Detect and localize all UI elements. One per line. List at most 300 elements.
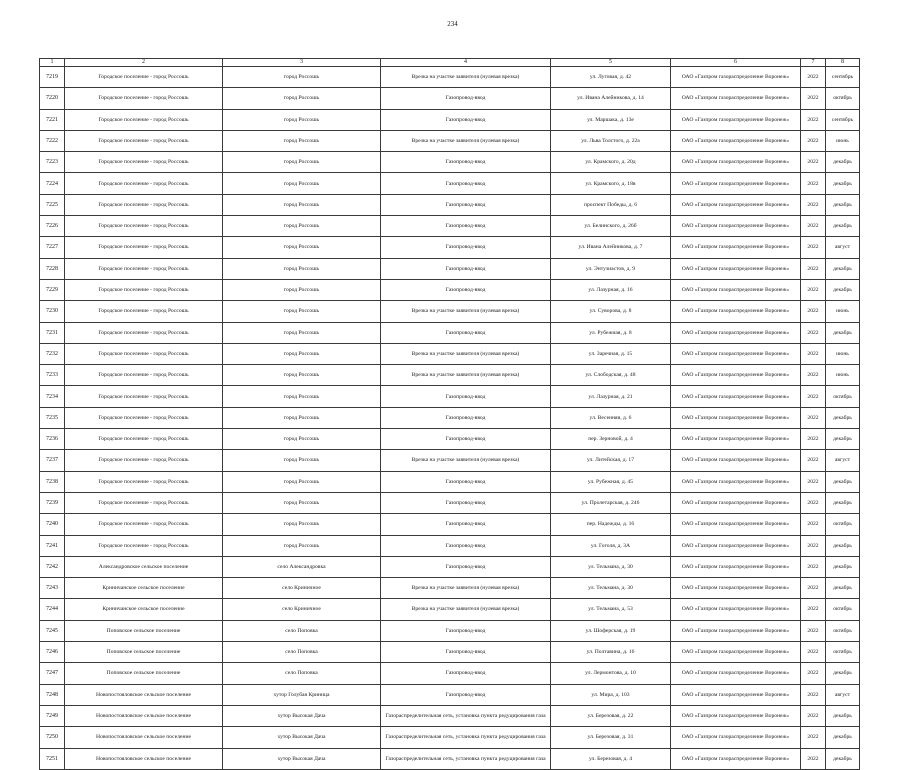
- cell-operator: ОАО «Газпром газораспределение Воронеж»: [671, 301, 801, 322]
- cell-month: декабрь: [826, 407, 860, 428]
- cell-month: октябрь: [826, 88, 860, 109]
- cell-year: 2022: [801, 279, 826, 300]
- cell-month: декабрь: [826, 556, 860, 577]
- cell-work-type: Газораспределительная сеть, установка пункта редуцирования газа: [381, 748, 551, 769]
- cell-row-number: 7251: [40, 748, 65, 769]
- column-number-settlement: 2: [65, 59, 223, 67]
- cell-locality: город Россошь: [223, 407, 381, 428]
- cell-row-number: 7248: [40, 684, 65, 705]
- cell-work-type: Газопровод-ввод: [381, 556, 551, 577]
- cell-row-number: 7250: [40, 727, 65, 748]
- cell-address: ул. Ивана Алейникова, д. 7: [551, 237, 671, 258]
- cell-locality: город Россошь: [223, 471, 381, 492]
- cell-month: декабрь: [826, 471, 860, 492]
- cell-operator: ОАО «Газпром газораспределение Воронеж»: [671, 450, 801, 471]
- table-row: [40, 748, 860, 769]
- cell-month: октябрь: [826, 642, 860, 663]
- cell-operator: ОАО «Газпром газораспределение Воронеж»: [671, 173, 801, 194]
- cell-year: 2022: [801, 556, 826, 577]
- cell-operator: ОАО «Газпром газораспределение Воронеж»: [671, 727, 801, 748]
- table-row: [40, 407, 860, 428]
- cell-locality: город Россошь: [223, 88, 381, 109]
- cell-year: 2022: [801, 514, 826, 535]
- cell-year: 2022: [801, 535, 826, 556]
- cell-operator: ОАО «Газпром газораспределение Воронеж»: [671, 407, 801, 428]
- table-row: [40, 343, 860, 364]
- cell-year: 2022: [801, 620, 826, 641]
- cell-work-type: Газораспределительная сеть, установка пункта редуцирования газа: [381, 705, 551, 726]
- cell-work-type: Газораспределительная сеть, установка пункта редуцирования газа: [381, 727, 551, 748]
- cell-work-type: Газопровод-ввод: [381, 88, 551, 109]
- column-number-operator: 6: [671, 59, 801, 67]
- column-number-year: 7: [801, 59, 826, 67]
- cell-settlement: Городское поселение - город Россошь: [65, 258, 223, 279]
- cell-work-type: Врезка на участке заявителя (нулевая врезка): [381, 599, 551, 620]
- column-number-row-number: 1: [40, 59, 65, 67]
- cell-row-number: 7244: [40, 599, 65, 620]
- cell-year: 2022: [801, 727, 826, 748]
- cell-month: август: [826, 684, 860, 705]
- cell-settlement: Новопостояловское сельское поселение: [65, 727, 223, 748]
- cell-address: ул. Литейская, д. 17: [551, 450, 671, 471]
- cell-year: 2022: [801, 130, 826, 151]
- cell-settlement: Поповское сельское поселение: [65, 663, 223, 684]
- cell-month: декабрь: [826, 194, 860, 215]
- cell-operator: ОАО «Газпром газораспределение Воронеж»: [671, 194, 801, 215]
- cell-year: 2022: [801, 407, 826, 428]
- cell-row-number: 7229: [40, 279, 65, 300]
- cell-work-type: Врезка на участке заявителя (нулевая врезка): [381, 301, 551, 322]
- cell-row-number: 7241: [40, 535, 65, 556]
- cell-address: ул. Крамского, д. 20д: [551, 152, 671, 173]
- cell-year: 2022: [801, 705, 826, 726]
- cell-locality: село Поповка: [223, 642, 381, 663]
- cell-locality: село Поповка: [223, 620, 381, 641]
- cell-operator: ОАО «Газпром газораспределение Воронеж»: [671, 705, 801, 726]
- table-row: [40, 450, 860, 471]
- cell-locality: хутор Высокая Дача: [223, 727, 381, 748]
- cell-work-type: Газопровод-ввод: [381, 152, 551, 173]
- cell-year: 2022: [801, 152, 826, 173]
- cell-year: 2022: [801, 258, 826, 279]
- cell-locality: город Россошь: [223, 535, 381, 556]
- table-row: [40, 642, 860, 663]
- table-row: [40, 130, 860, 151]
- cell-settlement: Криничанское сельское поселение: [65, 599, 223, 620]
- cell-locality: город Россошь: [223, 322, 381, 343]
- cell-locality: город Россошь: [223, 173, 381, 194]
- cell-address: ул. Лазурная, д. 21: [551, 386, 671, 407]
- cell-locality: хутор Голубая Криница: [223, 684, 381, 705]
- cell-row-number: 7239: [40, 492, 65, 513]
- cell-work-type: Газопровод-ввод: [381, 407, 551, 428]
- cell-month: декабрь: [826, 258, 860, 279]
- cell-year: 2022: [801, 322, 826, 343]
- cell-locality: город Россошь: [223, 450, 381, 471]
- cell-operator: ОАО «Газпром газораспределение Воронеж»: [671, 237, 801, 258]
- cell-work-type: Газопровод-ввод: [381, 279, 551, 300]
- table-row: [40, 365, 860, 386]
- cell-settlement: Городское поселение - город Россошь: [65, 343, 223, 364]
- cell-month: октябрь: [826, 386, 860, 407]
- cell-year: 2022: [801, 642, 826, 663]
- cell-row-number: 7219: [40, 67, 65, 88]
- cell-month: декабрь: [826, 535, 860, 556]
- cell-address: ул. Ивана Алейникова, д. 14: [551, 88, 671, 109]
- cell-settlement: Новопостояловское сельское поселение: [65, 705, 223, 726]
- table-row: [40, 194, 860, 215]
- cell-month: декабрь: [826, 152, 860, 173]
- cell-settlement: Городское поселение - город Россошь: [65, 301, 223, 322]
- cell-year: 2022: [801, 343, 826, 364]
- cell-settlement: Городское поселение - город Россошь: [65, 365, 223, 386]
- cell-address: ул. Энтузиастов, д. 9: [551, 258, 671, 279]
- cell-settlement: Городское поселение - город Россошь: [65, 450, 223, 471]
- cell-month: июнь: [826, 130, 860, 151]
- cell-address: пер. Зерновой, д. 4: [551, 429, 671, 450]
- cell-year: 2022: [801, 67, 826, 88]
- cell-operator: ОАО «Газпром газораспределение Воронеж»: [671, 599, 801, 620]
- cell-settlement: Городское поселение - город Россошь: [65, 322, 223, 343]
- table-row: [40, 258, 860, 279]
- cell-month: октябрь: [826, 599, 860, 620]
- cell-address: пер. Надежды, д. 16: [551, 514, 671, 535]
- cell-locality: город Россошь: [223, 365, 381, 386]
- cell-settlement: Городское поселение - город Россошь: [65, 109, 223, 130]
- cell-address: ул. Лазурная, д. 16: [551, 279, 671, 300]
- cell-operator: ОАО «Газпром газораспределение Воронеж»: [671, 471, 801, 492]
- cell-locality: город Россошь: [223, 429, 381, 450]
- cell-settlement: Новопостояловское сельское поселение: [65, 748, 223, 769]
- cell-row-number: 7246: [40, 642, 65, 663]
- cell-settlement: Городское поселение - город Россошь: [65, 429, 223, 450]
- cell-operator: ОАО «Газпром газораспределение Воронеж»: [671, 322, 801, 343]
- cell-work-type: Газопровод-ввод: [381, 237, 551, 258]
- cell-row-number: 7224: [40, 173, 65, 194]
- cell-settlement: Александровское сельское поселение: [65, 556, 223, 577]
- cell-settlement: Поповское сельское поселение: [65, 642, 223, 663]
- cell-work-type: Газопровод-ввод: [381, 535, 551, 556]
- cell-month: сентябрь: [826, 67, 860, 88]
- cell-year: 2022: [801, 88, 826, 109]
- cell-address: ул. Березовая, д. 22: [551, 705, 671, 726]
- cell-year: 2022: [801, 301, 826, 322]
- cell-address: ул. Тельмана, д. 53: [551, 599, 671, 620]
- cell-settlement: Новопостояловское сельское поселение: [65, 684, 223, 705]
- cell-row-number: 7247: [40, 663, 65, 684]
- table-row: [40, 556, 860, 577]
- page-number: 234: [447, 20, 458, 28]
- cell-address: ул. Пролетарская, д. 246: [551, 492, 671, 513]
- cell-year: 2022: [801, 429, 826, 450]
- cell-address: ул. Льва Толстого, д. 22а: [551, 130, 671, 151]
- cell-row-number: 7234: [40, 386, 65, 407]
- cell-row-number: 7237: [40, 450, 65, 471]
- cell-operator: ОАО «Газпром газораспределение Воронеж»: [671, 365, 801, 386]
- cell-row-number: 7243: [40, 578, 65, 599]
- table-row: [40, 173, 860, 194]
- cell-year: 2022: [801, 173, 826, 194]
- cell-settlement: Поповское сельское поселение: [65, 620, 223, 641]
- table-row: [40, 152, 860, 173]
- cell-locality: город Россошь: [223, 301, 381, 322]
- cell-row-number: 7225: [40, 194, 65, 215]
- cell-month: декабрь: [826, 173, 860, 194]
- table-row: [40, 88, 860, 109]
- cell-work-type: Газопровод-ввод: [381, 620, 551, 641]
- cell-month: декабрь: [826, 492, 860, 513]
- table-row: [40, 237, 860, 258]
- cell-locality: город Россошь: [223, 258, 381, 279]
- cell-row-number: 7222: [40, 130, 65, 151]
- cell-address: ул. Шоферская, д. 19: [551, 620, 671, 641]
- cell-settlement: Городское поселение - город Россошь: [65, 67, 223, 88]
- cell-work-type: Газопровод-ввод: [381, 684, 551, 705]
- cell-settlement: Городское поселение - город Россошь: [65, 173, 223, 194]
- cell-address: ул. Березовая, д. 31: [551, 727, 671, 748]
- cell-work-type: Газопровод-ввод: [381, 258, 551, 279]
- cell-address: ул. Полтавина, д. 16: [551, 642, 671, 663]
- cell-work-type: Газопровод-ввод: [381, 386, 551, 407]
- cell-settlement: Городское поселение - город Россошь: [65, 471, 223, 492]
- cell-locality: село Криничное: [223, 599, 381, 620]
- cell-month: декабрь: [826, 748, 860, 769]
- cell-operator: ОАО «Газпром газораспределение Воронеж»: [671, 258, 801, 279]
- cell-row-number: 7238: [40, 471, 65, 492]
- cell-row-number: 7235: [40, 407, 65, 428]
- cell-address: проспект Победы, д. 6: [551, 194, 671, 215]
- cell-locality: хутор Высокая Дача: [223, 748, 381, 769]
- cell-work-type: Газопровод-ввод: [381, 642, 551, 663]
- cell-operator: ОАО «Газпром газораспределение Воронеж»: [671, 663, 801, 684]
- table-row: [40, 727, 860, 748]
- cell-year: 2022: [801, 386, 826, 407]
- cell-operator: ОАО «Газпром газораспределение Воронеж»: [671, 88, 801, 109]
- cell-locality: город Россошь: [223, 237, 381, 258]
- cell-locality: город Россошь: [223, 492, 381, 513]
- cell-address: ул. Маршака, д. 13е: [551, 109, 671, 130]
- cell-work-type: Газопровод-ввод: [381, 492, 551, 513]
- cell-locality: село Александровка: [223, 556, 381, 577]
- cell-locality: город Россошь: [223, 279, 381, 300]
- cell-locality: город Россошь: [223, 152, 381, 173]
- cell-operator: ОАО «Газпром газораспределение Воронеж»: [671, 109, 801, 130]
- cell-address: ул. Заречная, д. 15: [551, 343, 671, 364]
- cell-settlement: Городское поселение - город Россошь: [65, 514, 223, 535]
- cell-operator: ОАО «Газпром газораспределение Воронеж»: [671, 279, 801, 300]
- cell-year: 2022: [801, 684, 826, 705]
- cell-settlement: Городское поселение - город Россошь: [65, 386, 223, 407]
- cell-year: 2022: [801, 450, 826, 471]
- cell-address: ул. Гоголя, д. 3А: [551, 535, 671, 556]
- table-row: [40, 429, 860, 450]
- cell-settlement: Городское поселение - город Россошь: [65, 152, 223, 173]
- column-number-month: 8: [826, 59, 860, 67]
- cell-settlement: Городское поселение - город Россошь: [65, 88, 223, 109]
- cell-year: 2022: [801, 237, 826, 258]
- cell-settlement: Городское поселение - город Россошь: [65, 407, 223, 428]
- cell-row-number: 7236: [40, 429, 65, 450]
- cell-month: декабрь: [826, 705, 860, 726]
- cell-year: 2022: [801, 471, 826, 492]
- cell-work-type: Врезка на участке заявителя (нулевая врезка): [381, 67, 551, 88]
- cell-month: декабрь: [826, 429, 860, 450]
- cell-year: 2022: [801, 109, 826, 130]
- cell-year: 2022: [801, 663, 826, 684]
- cell-month: июнь: [826, 343, 860, 364]
- cell-settlement: Городское поселение - город Россошь: [65, 492, 223, 513]
- cell-settlement: Криничанское сельское поселение: [65, 578, 223, 599]
- cell-month: июнь: [826, 365, 860, 386]
- table-row: [40, 216, 860, 237]
- column-number-locality: 3: [223, 59, 381, 67]
- cell-address: ул. Белинского, д. 26б: [551, 216, 671, 237]
- cell-year: 2022: [801, 216, 826, 237]
- cell-year: 2022: [801, 492, 826, 513]
- table-row: [40, 386, 860, 407]
- cell-locality: город Россошь: [223, 343, 381, 364]
- cell-locality: село Криничное: [223, 578, 381, 599]
- cell-settlement: Городское поселение - город Россошь: [65, 535, 223, 556]
- cell-month: декабрь: [826, 279, 860, 300]
- cell-operator: ОАО «Газпром газораспределение Воронеж»: [671, 130, 801, 151]
- cell-address: ул. Рубежная, д. 45: [551, 471, 671, 492]
- cell-settlement: Городское поселение - город Россошь: [65, 216, 223, 237]
- table-row: [40, 599, 860, 620]
- cell-address: ул. Крамского, д. 18в: [551, 173, 671, 194]
- cell-row-number: 7249: [40, 705, 65, 726]
- cell-row-number: 7231: [40, 322, 65, 343]
- cell-address: ул. Березовая, д. 4: [551, 748, 671, 769]
- cell-month: июнь: [826, 301, 860, 322]
- cell-locality: город Россошь: [223, 130, 381, 151]
- cell-row-number: 7226: [40, 216, 65, 237]
- cell-month: октябрь: [826, 514, 860, 535]
- cell-month: декабрь: [826, 216, 860, 237]
- cell-work-type: Газопровод-ввод: [381, 514, 551, 535]
- cell-month: октябрь: [826, 620, 860, 641]
- cell-settlement: Городское поселение - город Россошь: [65, 130, 223, 151]
- cell-operator: ОАО «Газпром газораспределение Воронеж»: [671, 620, 801, 641]
- table-row: [40, 620, 860, 641]
- cell-operator: ОАО «Газпром газораспределение Воронеж»: [671, 748, 801, 769]
- cell-work-type: Газопровод-ввод: [381, 216, 551, 237]
- column-number-row: [40, 59, 860, 67]
- table-row: [40, 514, 860, 535]
- cell-settlement: Городское поселение - город Россошь: [65, 237, 223, 258]
- cell-work-type: Врезка на участке заявителя (нулевая врезка): [381, 450, 551, 471]
- cell-address: ул. Суворова, д. 8: [551, 301, 671, 322]
- cell-work-type: Газопровод-ввод: [381, 429, 551, 450]
- cell-work-type: Газопровод-ввод: [381, 322, 551, 343]
- cell-operator: ОАО «Газпром газораспределение Воронеж»: [671, 578, 801, 599]
- cell-row-number: 7242: [40, 556, 65, 577]
- gasification-register-table: [39, 58, 860, 770]
- cell-row-number: 7220: [40, 88, 65, 109]
- cell-address: ул. Луговая, д. 42: [551, 67, 671, 88]
- table-row: [40, 279, 860, 300]
- cell-month: август: [826, 450, 860, 471]
- table-body: [40, 59, 860, 770]
- cell-operator: ОАО «Газпром газораспределение Воронеж»: [671, 343, 801, 364]
- cell-row-number: 7232: [40, 343, 65, 364]
- table-row: [40, 578, 860, 599]
- cell-year: 2022: [801, 365, 826, 386]
- cell-operator: ОАО «Газпром газораспределение Воронеж»: [671, 386, 801, 407]
- cell-address: ул. Рубежная, д. 8: [551, 322, 671, 343]
- cell-work-type: Врезка на участке заявителя (нулевая врезка): [381, 365, 551, 386]
- table-row: [40, 67, 860, 88]
- cell-address: ул. Весенняя, д. 6: [551, 407, 671, 428]
- cell-work-type: Газопровод-ввод: [381, 471, 551, 492]
- cell-settlement: Городское поселение - город Россошь: [65, 194, 223, 215]
- table-row: [40, 471, 860, 492]
- cell-address: ул. Лермонтова, д. 10: [551, 663, 671, 684]
- cell-work-type: Врезка на участке заявителя (нулевая врезка): [381, 578, 551, 599]
- cell-operator: ОАО «Газпром газораспределение Воронеж»: [671, 642, 801, 663]
- cell-locality: город Россошь: [223, 514, 381, 535]
- cell-address: ул. Слободская, д. 48: [551, 365, 671, 386]
- cell-row-number: 7228: [40, 258, 65, 279]
- column-number-address: 5: [551, 59, 671, 67]
- cell-locality: город Россошь: [223, 194, 381, 215]
- cell-row-number: 7223: [40, 152, 65, 173]
- cell-row-number: 7233: [40, 365, 65, 386]
- cell-locality: город Россошь: [223, 216, 381, 237]
- cell-row-number: 7230: [40, 301, 65, 322]
- cell-row-number: 7240: [40, 514, 65, 535]
- table-row: [40, 663, 860, 684]
- cell-operator: ОАО «Газпром газораспределение Воронеж»: [671, 429, 801, 450]
- table-row: [40, 492, 860, 513]
- cell-month: декабрь: [826, 578, 860, 599]
- cell-settlement: Городское поселение - город Россошь: [65, 279, 223, 300]
- cell-operator: ОАО «Газпром газораспределение Воронеж»: [671, 514, 801, 535]
- table-row: [40, 109, 860, 130]
- cell-month: декабрь: [826, 322, 860, 343]
- cell-month: декабрь: [826, 663, 860, 684]
- cell-month: сентябрь: [826, 109, 860, 130]
- cell-operator: ОАО «Газпром газораспределение Воронеж»: [671, 535, 801, 556]
- cell-address: ул. Тельмана, д. 30: [551, 556, 671, 577]
- cell-year: 2022: [801, 194, 826, 215]
- cell-locality: село Поповка: [223, 663, 381, 684]
- cell-row-number: 7221: [40, 109, 65, 130]
- cell-operator: ОАО «Газпром газораспределение Воронеж»: [671, 684, 801, 705]
- cell-row-number: 7245: [40, 620, 65, 641]
- table-row: [40, 684, 860, 705]
- table-row: [40, 535, 860, 556]
- cell-work-type: Врезка на участке заявителя (нулевая врезка): [381, 130, 551, 151]
- cell-locality: город Россошь: [223, 67, 381, 88]
- cell-operator: ОАО «Газпром газораспределение Воронеж»: [671, 556, 801, 577]
- cell-operator: ОАО «Газпром газораспределение Воронеж»: [671, 67, 801, 88]
- cell-locality: город Россошь: [223, 109, 381, 130]
- cell-address: ул. Тельмана, д. 30: [551, 578, 671, 599]
- cell-operator: ОАО «Газпром газораспределение Воронеж»: [671, 492, 801, 513]
- table-row: [40, 705, 860, 726]
- table-row: [40, 301, 860, 322]
- cell-work-type: Врезка на участке заявителя (нулевая врезка): [381, 343, 551, 364]
- cell-operator: ОАО «Газпром газораспределение Воронеж»: [671, 152, 801, 173]
- cell-year: 2022: [801, 748, 826, 769]
- cell-row-number: 7227: [40, 237, 65, 258]
- cell-locality: город Россошь: [223, 386, 381, 407]
- cell-work-type: Газопровод-ввод: [381, 663, 551, 684]
- table-row: [40, 322, 860, 343]
- cell-month: август: [826, 237, 860, 258]
- cell-work-type: Газопровод-ввод: [381, 194, 551, 215]
